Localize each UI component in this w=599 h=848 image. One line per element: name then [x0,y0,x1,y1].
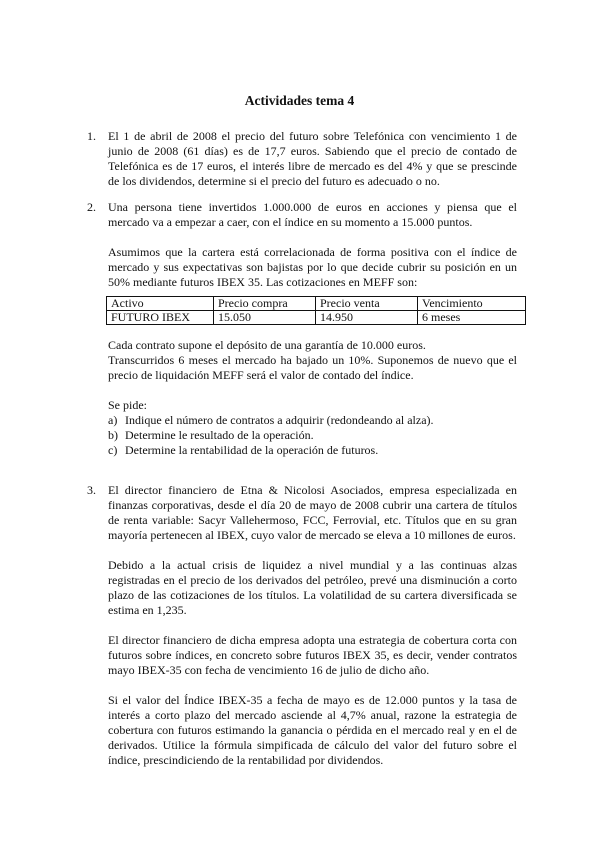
question-number: 1. [87,129,96,143]
table-cell: 14.950 [316,311,418,325]
question-3-paragraph-3: El director financiero de dicha empresa adopta una estrategia de cobertura corta con futuros sobre índices, en concreto sobre futuros IBEX 35, es decir, vender contratos mayo IBEX-35 con fecha de vencimiento 16 de julio de dicho año. [108,633,517,677]
table-cell: 15.050 [214,311,316,325]
question-3-paragraph-4: Si el valor del Índice IBEX-35 a fecha de mayo es de 12.000 puntos y la tasa de interés a corto plazo del mercado asciende al 4,7% anual, razone la estrategia de cobertura con futuros estimando la ganancia o pérdida en el mercado real y en el de derivados. Utilice la fórmula simpificada de cálculo del valor del futuro sobre el índice, prescindiciendo de la rentabilidad por dividendos. [108,693,518,767]
quotes-table [106,296,526,325]
sub-question-a: a) Indique el número de contratos a adquirir (redondeando al alza). [108,413,434,427]
page-title: Actividades tema 4 [244,93,355,108]
question-number: 2. [87,200,96,214]
question-3-paragraph-2: Debido a la actual crisis de liquidez a nivel mundial y a las continuas alzas registradas en el precio de los derivados del petróleo, prevé una disminución a corto plazo de las cotizaciones de los títulos. La volatilidad de su cartera diversificada se estima en 1,235. [108,558,518,617]
se-pide-label: Se pide: [108,398,147,412]
sub-question-b: b) Determine le resultado de la operación. [108,428,314,442]
question-2-intro: Una persona tiene invertidos 1.000.000 de euros en acciones y piensa que el mercado va a empezar a caer, con el índice en su momento a 15.000 puntos. [108,200,517,229]
sub-question-c: c) Determine la rentabilidad de la operación de futuros. [108,443,379,457]
question-3-paragraph-1: El director financiero de Etna & Nicolosi Asociados, empresa especializada en finanzas corporativas, desde el día 20 de mayo de 2008 cubrir una cartera de títulos de renta variable: Sacyr Vallehermoso, FCC, Ferrovial, etc. Títulos que en su gran mayoría pertenecen al IBEX, cuyo valor de mercado se eleva a 10 millones de euros. [108,483,517,542]
table-header-row [107,297,526,311]
table-header-cell: Vencimiento [418,297,526,311]
question-2-conditions: Cada contrato supone el depósito de una garantía de 10.000 euros. Transcurridos 6 meses el mercado ha bajado un 10%. Suponemos de nuevo que el precio de liquidación MEFF será el valor de contado del índice. [108,338,517,382]
question-number: 3. [87,483,96,497]
question-1-text: El 1 de abril de 2008 el precio del futuro sobre Telefónica con vencimiento 1 de junio de 2008 (61 días) es de 17,7 euros. Sabiendo que el precio de contado de Telefónica es de 17 euros, el interés libre de mercado es del 4% y que se prescinde de los dividendos, determine si el precio del futuro es adecuado o no. [108,129,517,188]
table-header-cell: Precio venta [316,297,418,311]
table-row [107,311,526,325]
table-header-cell: Precio compra [214,297,316,311]
table-cell: 6 meses [418,311,526,325]
question-2-paragraph: Asumimos que la cartera está correlacionada de forma positiva con el índice de mercado y sus expectativas son bajistas por lo que decide cubrir su posición en un 50% mediante futuros IBEX 35. Las cotizaciones en MEFF son: [108,245,517,289]
table-header-cell: Activo [107,297,214,311]
table-cell: FUTURO IBEX [107,311,214,325]
